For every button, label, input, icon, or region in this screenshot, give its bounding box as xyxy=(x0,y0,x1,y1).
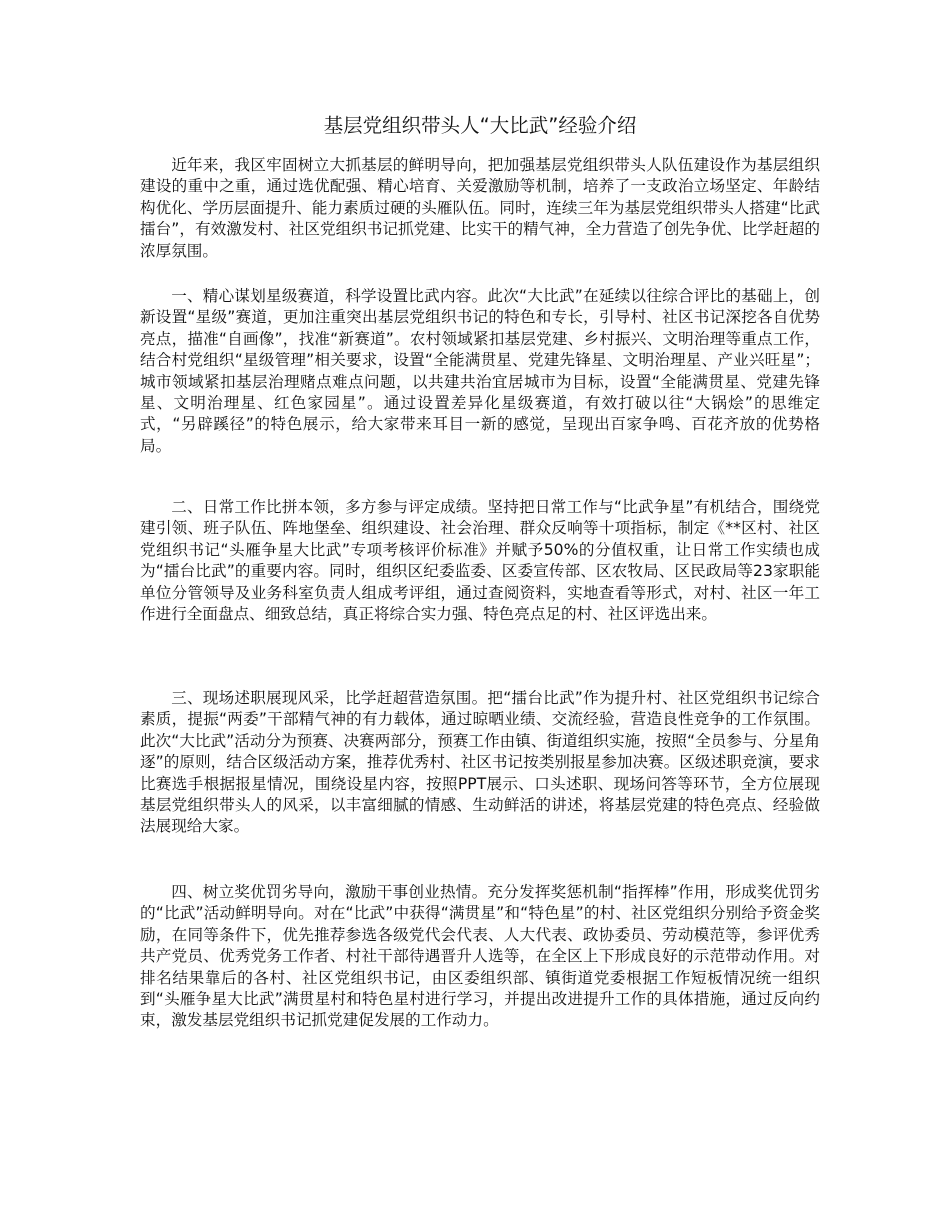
paragraph-section-3: 三、现场述职展现风采，比学赶超营造氛围。把“擂台比武”作为提升村、社区党组织书记综合素质，提振“两委”干部精气神的有力载体，通过晾晒业绩、交流经验，营造良性竞争的工作氛围。此次“大比武”活动分为预赛、决赛两部分，预赛工作由镇、街道组织实施，按照“全员参与、分星角逐”的原则，结合区级活动方案，推荐优秀村、社区书记按类别报星参加决赛。区级述职竞演，要求比赛选手根据报星情况，围绕设星内容，按照PPT展示、口头述职、现场问答等环节，全方位展现基层党组织带头人的风采，以丰富细腻的情感、生动鲜活的讲述，将基层党建的特色亮点、经验做法展现给大家。 xyxy=(140,689,820,836)
paragraph-section-4: 四、树立奖优罚劣导向，激励干事创业热情。充分发挥奖惩机制“指挥棒”作用，形成奖优罚劣的“比武”活动鲜明导向。对在“比武”中获得“满贯星”和“特色星”的村、社区党组织分别给予资金奖励，在同等条件下，优先推荐参选各级党代会代表、人大代表、政协委员、劳动模范等，参评优秀共产党员、优秀党务工作者、村社干部待遇晋升人选等，在全区上下形成良好的示范带动作用。对排名结果靠后的各村、社区党组织书记，由区委组织部、镇街道党委根据工作短板情况统一组织到“头雁争星大比武”满贯星村和特色星村进行学习，并提出改进提升工作的具体措施，通过反向约束，激发基层党组织书记抓党建促发展的工作动力。 xyxy=(140,883,820,1030)
paragraph-section-2: 二、日常工作比拼本领，多方参与评定成绩。坚持把日常工作与“比武争星”有机结合，围绕党建引领、班子队伍、阵地堡垒、组织建设、社会治理、群众反响等十项指标，制定《**区村、社区党组织书记“头雁争星大比武”专项考核评价标准》并赋予50%的分值权重，让日常工作实绩也成为“擂台比武”的重要内容。同时，组织区纪委监委、区委宣传部、区农牧局、区民政局等23家职能单位分管领导及业务科室负责人组成考评组，通过查阅资料，实地查看等形式，对村、社区一年工作进行全面盘点、细致总结，真正将综合实力强、特色亮点足的村、社区评选出来。 xyxy=(140,498,820,624)
document-title: 基层党组织带头人“大比武”经验介绍 xyxy=(323,114,637,137)
paragraph-intro: 近年来，我区牢固树立大抓基层的鲜明导向，把加强基层党组织带头人队伍建设作为基层组织建设的重中之重，通过选优配强、精心培育、关爱激励等机制，培养了一支政治立场坚定、年龄结构优化、学历层面提升、能力素质过硬的头雁队伍。同时，连续三年为基层党组织带头人搭建“比武擂台”，有效激发村、社区党组织书记抓党建、比实干的精气神，全力营造了创先争优、比学赶超的浓厚氛围。 xyxy=(140,156,820,260)
paragraph-section-1: 一、精心谋划星级赛道，科学设置比武内容。此次“大比武”在延续以往综合评比的基础上，创新设置“星级”赛道，更加注重突出基层党组织书记的特色和专长，引导村、社区书记深挖各自优势亮点，描准“自画像”，找准“新赛道”。农村领域紧扣基层党建、乡村振兴、文明治理等重点工作，结合村党组织“星级管理”相关要求，设置“全能满贯星、党建先锋星、文明治理星、产业兴旺星”；城市领域紧扣基层治理赌点难点问题，以共建共治宜居城市为目标，设置“全能满贯星、党建先锋星、文明治理星、红色家园星”。通过设置差异化星级赛道，有效打破以往“大锅烩”的思维定式，“另辟蹊径”的特色展示，给大家带来耳目一新的感觉，呈现出百家争鸣、百花齐放的优势格局。 xyxy=(140,287,820,455)
